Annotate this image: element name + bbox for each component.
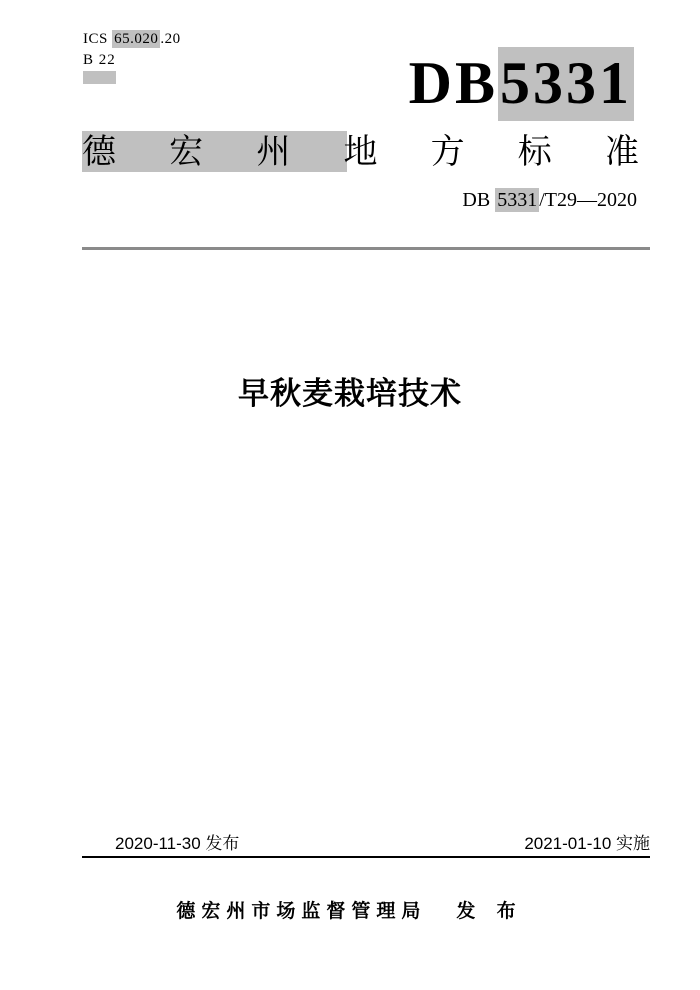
footer-divider-rule xyxy=(82,856,650,858)
issue-date: 2020-11-30 发布 xyxy=(115,834,240,853)
ics-code-highlighted: 65.020 xyxy=(114,31,159,47)
classification-code: B 22 xyxy=(83,52,116,68)
standard-type-char: 地 xyxy=(343,133,378,171)
standard-code-large xyxy=(409,49,634,117)
standard-type-char: 准 xyxy=(604,133,639,171)
publisher-row xyxy=(0,900,700,923)
ics-code-rest: .20 xyxy=(160,31,181,47)
document-number xyxy=(462,188,637,212)
document-number-highlighted: 5331 xyxy=(497,189,538,211)
ics-label: ICS xyxy=(83,31,113,47)
standard-type-char: 德 xyxy=(82,133,116,171)
standard-type-char: 方 xyxy=(430,133,465,171)
gray-redaction-block xyxy=(83,71,116,84)
dates-row xyxy=(82,834,650,854)
standard-type-title xyxy=(82,133,639,171)
standard-code-number-highlighted: 5331 xyxy=(498,47,634,121)
document-title: 早秋麦栽培技术 xyxy=(238,376,462,411)
document-number-prefix: DB xyxy=(462,189,496,211)
publisher-name: 德宏州市场监督管理局 xyxy=(176,901,427,922)
publish-label: 发 布 xyxy=(456,901,524,922)
ics-code-line xyxy=(83,30,181,49)
standard-type-char: 标 xyxy=(517,133,552,171)
implementation-date: 2021-01-10 实施 xyxy=(524,834,650,853)
document-number-suffix: /T29—2020 xyxy=(539,189,637,211)
standard-code-prefix: DB xyxy=(408,50,498,116)
standard-type-char: 宏 xyxy=(169,133,204,171)
header-divider-rule xyxy=(82,247,650,250)
standard-type-char: 州 xyxy=(256,133,291,171)
